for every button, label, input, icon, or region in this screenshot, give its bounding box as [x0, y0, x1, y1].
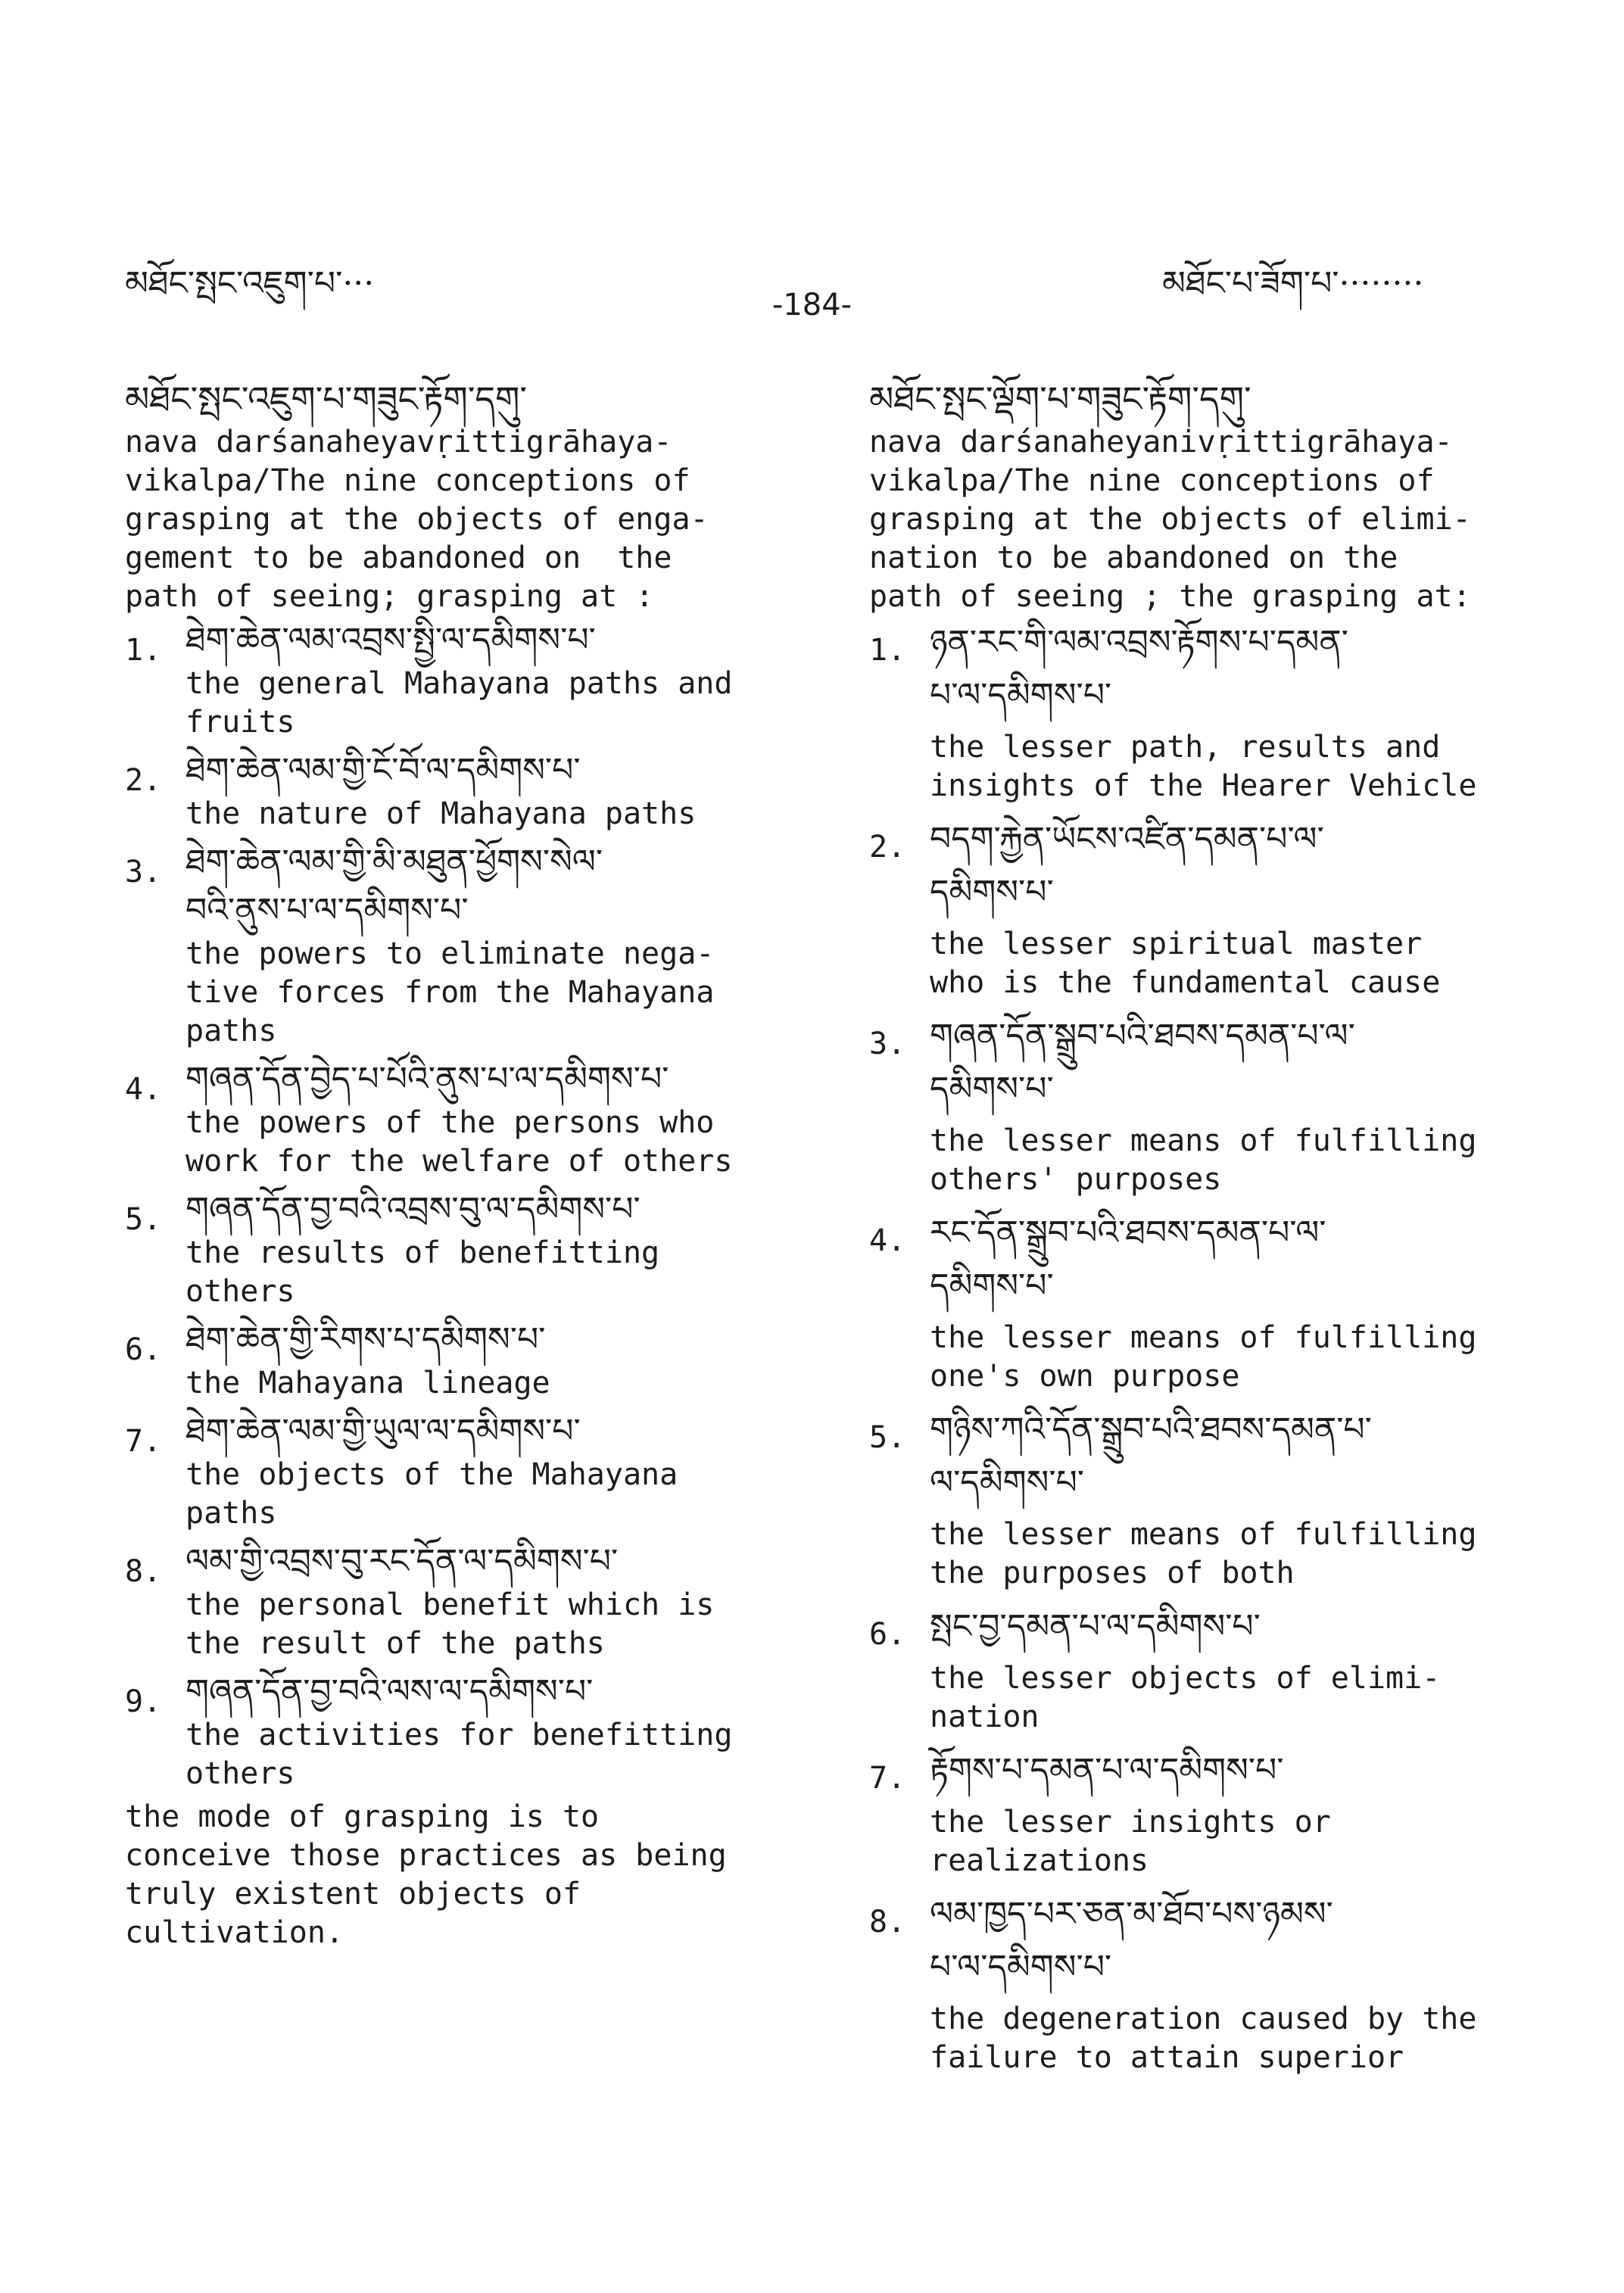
left-column [125, 375, 791, 1952]
item-number: 2. [125, 763, 162, 798]
closing-line: truly existent objects of [125, 1877, 581, 1911]
list-item [869, 1404, 1535, 1593]
item-number: 1. [869, 633, 906, 668]
item-number: 6. [869, 1617, 906, 1652]
item-tibetan: དམིགས་པ་ [930, 873, 1054, 911]
list-item [125, 1537, 791, 1663]
item-tibetan: རྟོགས་པ་དམན་པ་ལ་དམིགས་པ་ [930, 1751, 1284, 1790]
item-number: 4. [125, 1072, 162, 1107]
item-tibetan: བདག་རྐྱེན་ཡོངས་འཛིན་དམན་པ་ལ་ [930, 820, 1324, 858]
item-tibetan: པ་ལ་དམིགས་པ་ [930, 676, 1112, 715]
item-number: 5. [125, 1202, 162, 1237]
intro-line: nation to be abandoned on the [869, 541, 1398, 575]
item-english: the personal benefit which is the result of the paths [185, 1587, 715, 1661]
list-item [869, 1888, 1535, 2077]
closing-line: conceive those practices as being [125, 1838, 727, 1873]
item-number: 5. [869, 1420, 906, 1455]
list-item [125, 1668, 791, 1793]
item-tibetan: པ་ལ་དམིགས་པ་ [930, 1948, 1112, 1986]
closing-paragraph [125, 1798, 791, 1952]
list-item [125, 1407, 791, 1533]
item-english: the general Mahayana paths and fruits [185, 666, 733, 740]
item-tibetan: ལམ་གྱི་འབྲས་བུ་རང་དོན་ལ་དམིགས་པ་ [185, 1542, 619, 1581]
item-number: 7. [869, 1761, 906, 1796]
item-number: 8. [869, 1905, 906, 1939]
intro-line: nava darśanaheyanivṛittigrāhaya- [869, 425, 1453, 460]
item-english: the lesser spiritual master who is the fundamental cause [930, 927, 1441, 1000]
item-tibetan: བའི་ནུས་པ་ལ་དམིགས་པ་ [185, 891, 469, 930]
list-item [125, 616, 791, 742]
intro-line: nava darśanaheyavṛittigrāhaya- [125, 425, 672, 460]
intro-line: vikalpa/The nine conceptions of [869, 463, 1435, 498]
item-number: 3. [125, 855, 162, 889]
page-number: -184- [771, 288, 853, 322]
item-tibetan: དམིགས་པ་ [930, 1266, 1054, 1305]
item-number: 2. [869, 830, 906, 865]
item-english: the powers of the persons who work for the welfare of others [185, 1105, 733, 1179]
item-tibetan: ཐེག་ཆེན་ལམ་གྱི་ཡུལ་ལ་དམིགས་པ་ [185, 1412, 581, 1450]
item-tibetan: གཞན་དོན་བྱ་བའི་ལས་ལ་དམིགས་པ་ [185, 1672, 594, 1711]
item-number: 7. [125, 1424, 162, 1459]
item-number: 8. [125, 1554, 162, 1589]
item-tibetan: ལམ་ཁྱད་པར་ཅན་མ་ཐོབ་པས་ཉམས་ [930, 1895, 1333, 1933]
list-item [125, 838, 791, 1051]
item-number: 1. [125, 633, 162, 668]
item-tibetan: ཉན་རང་གི་ལམ་འབྲས་རྟོགས་པ་དམན་ [930, 623, 1348, 662]
item-tibetan: གཞན་དོན་སྒྲུབ་པའི་ཐབས་དམན་པ་ལ་ [930, 1017, 1355, 1055]
item-english: the lesser means of fulfilling one's own purpose [930, 1320, 1477, 1394]
closing-line: the mode of grasping is to [125, 1799, 600, 1834]
item-english: the lesser objects of elimi- nation [930, 1661, 1441, 1734]
item-english: the Mahayana lineage [185, 1366, 550, 1400]
intro-line: path of seeing; grasping at : [125, 579, 654, 614]
list-item [869, 813, 1535, 1002]
list-item [125, 1316, 791, 1403]
entry-intro [869, 423, 1535, 616]
item-tibetan: རང་དོན་སྒྲུབ་པའི་ཐབས་དམན་པ་ལ་ [930, 1213, 1326, 1252]
running-header-left: མཐོང་སྤང་འཇུག་པ་··· [125, 264, 375, 303]
item-english: the lesser means of fulfilling others' purposes [930, 1123, 1477, 1197]
item-english: the objects of the Mahayana paths [185, 1457, 678, 1531]
item-english: the nature of Mahayana paths [185, 796, 697, 831]
item-tibetan: གཉིས་ཀའི་དོན་སྒྲུབ་པའི་ཐབས་དམན་པ་ [930, 1410, 1372, 1449]
right-column [869, 375, 1535, 2085]
item-english: the activities for benefitting others [185, 1718, 733, 1791]
item-tibetan: ཐེག་ཆེན་གྱི་རིགས་པ་དམིགས་པ་ [185, 1320, 546, 1359]
item-english: the lesser insights or realizations [930, 1805, 1331, 1878]
list-item [869, 616, 1535, 805]
list-item [125, 746, 791, 833]
list-item [869, 1744, 1535, 1880]
item-tibetan: ཐེག་ཆེན་ལམ་འབྲས་སྤྱི་ལ་དམིགས་པ་ [185, 621, 596, 659]
item-tibetan: སྤང་བྱ་དམན་པ་ལ་དམིགས་པ་ [930, 1607, 1261, 1646]
intro-line: gement to be abandoned on the [125, 541, 672, 575]
running-header-right: མཐོང་པ་ཟོག་པ་········ [1162, 264, 1424, 303]
entry-tibetan-title: མཐོང་སྤང་ལྡོག་པ་གཟུང་རྟོག་དགུ་ [869, 379, 1252, 419]
item-english: the results of benefitting others [185, 1235, 660, 1309]
list-item [869, 1207, 1535, 1396]
item-number: 9. [125, 1684, 162, 1719]
list-item [125, 1055, 791, 1181]
item-number: 6. [125, 1332, 162, 1367]
item-tibetan: ལ་དམིགས་པ་ [930, 1463, 1085, 1502]
closing-line: cultivation. [125, 1915, 344, 1950]
item-english: the degeneration caused by the failure to attain superior [930, 2002, 1477, 2075]
intro-line: path of seeing ; the grasping at: [869, 579, 1471, 614]
item-english: the powers to eliminate nega- tive forces from the Mahayana paths [185, 936, 715, 1048]
intro-line: vikalpa/The nine conceptions of [125, 463, 690, 498]
list-item [125, 1185, 791, 1311]
intro-line: grasping at the objects of enga- [125, 502, 709, 537]
list-item [869, 1010, 1535, 1199]
item-tibetan: ཐེག་ཆེན་ལམ་གྱི་ངོ་བོ་ལ་དམིགས་པ་ [185, 751, 581, 790]
item-number: 4. [869, 1223, 906, 1258]
item-tibetan: དམིགས་པ་ [930, 1070, 1054, 1108]
item-number: 3. [869, 1027, 906, 1061]
entry-intro [125, 423, 791, 616]
item-tibetan: ཐེག་ཆེན་ལམ་གྱི་མི་མཐུན་ཕྱོགས་སེལ་ [185, 843, 603, 881]
intro-line: grasping at the objects of elimi- [869, 502, 1471, 537]
entry-tibetan-title: མཐོང་སྤང་འཇུག་པ་གཟུང་རྟོག་དགུ་ [125, 379, 528, 419]
item-tibetan: གཞན་དོན་བྱེད་པ་པོའི་ནུས་པ་ལ་དམིགས་པ་ [185, 1060, 669, 1098]
item-english: the lesser means of fulfilling the purposes of both [930, 1517, 1477, 1590]
item-english: the lesser path, results and insights of the Hearer Vehicle [930, 730, 1477, 803]
list-item [869, 1600, 1535, 1737]
item-tibetan: གཞན་དོན་བྱ་བའི་འབྲས་བུ་ལ་དམིགས་པ་ [185, 1190, 641, 1229]
